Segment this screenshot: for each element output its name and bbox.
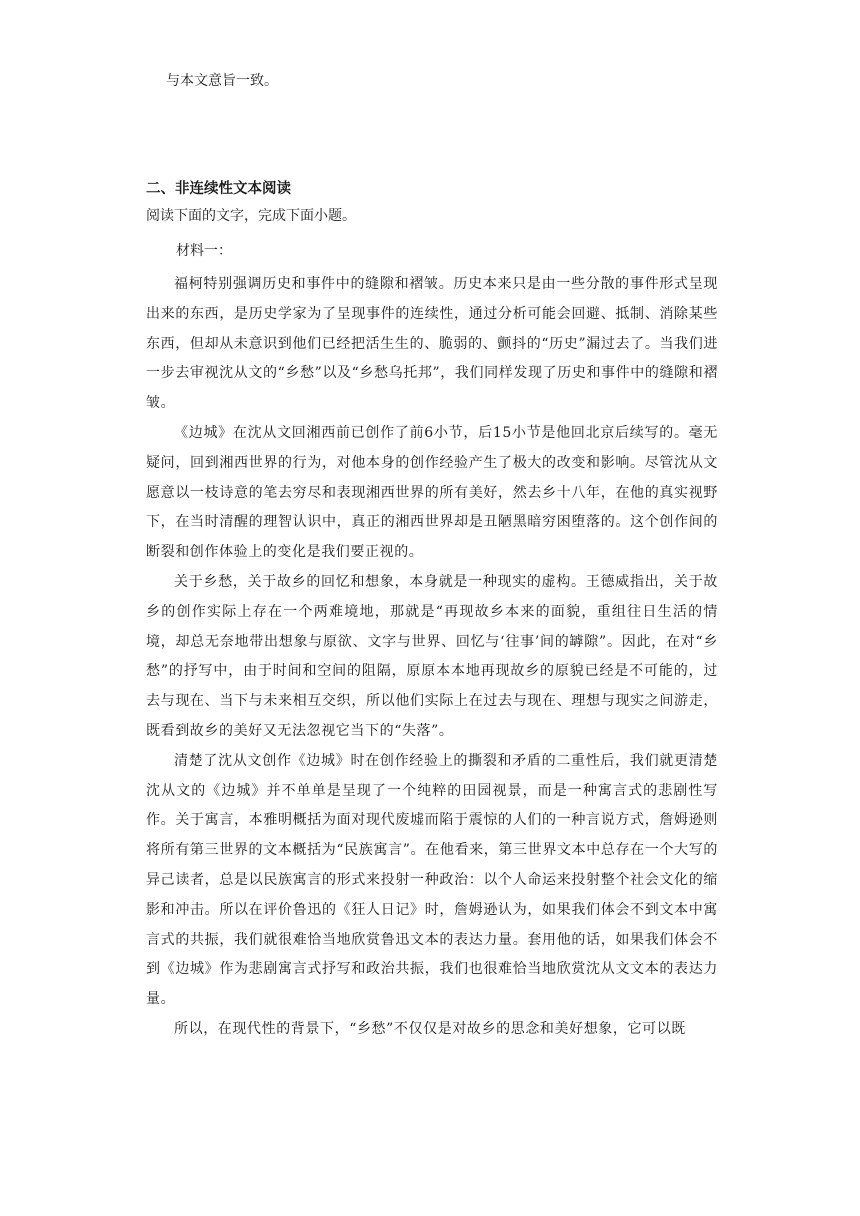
previous-question-continuation: 与本文意旨一致。 — [166, 73, 278, 89]
paragraph-1: 福柯特别强调历史和事件中的缝隙和褶皱。历史本来只是由一些分散的事件形式呈现出来的东西，是历史学家为了呈现事件的连续性，通过分析可能会回避、抵制、消除某些东西，但却从未意识到他们已经把活生生的、脆弱的、颤抖的“历史”漏过去了。当我们进一步去审视沈从文的“乡愁”以及“乡愁乌托邦”，我们同样发现了历史和事件中的缝隙和褶皱。 — [146, 276, 718, 412]
reading-instruction: 阅读下面的文字，完成下面小题。 — [146, 208, 356, 224]
section-title: 二、非连续性文本阅读 — [146, 181, 291, 197]
paragraph-2: 《边城》在沈从文回湘西前已创作了前6小节，后15小节是他回北京后续写的。毫无疑问，回到湘西世界的行为，对他本身的创作经验产生了极大的改变和影响。尽管沈从文愿意以一枝诗意的笔去穷尽和表现湘西世界的所有美好，然去乡十八年，在他的真实视野下，在当时清醒的理智认识中，真正的湘西世界却是丑陋黑暗穷困堕落的。这个创作间的断裂和创作体验上的变化是我们要正视的。 — [146, 424, 718, 561]
article-body — [146, 270, 718, 1045]
paragraph-4: 清楚了沈从文创作《边城》时在创作经验上的撕裂和矛盾的二重性后，我们就更清楚沈从文的《边城》并不单单是呈现了一个纯粹的田园视景，而是一种寓言式的悲剧性写作。关于寓言，本雅明概括为面对现代废墟而陷于震惊的人们的一种言说方式，詹姆逊则将所有第三世界的文本概括为“民族寓言”。在他看来，第三世界文本中总存在一个大写的异己读者，总是以民族寓言的形式来投射一种政治：以个人命运来投射整个社会文化的缩影和冲击。所以在评价鲁迅的《狂人日记》时，詹姆逊认为，如果我们体会不到文本中寓言式的共振，我们就很难恰当地欣赏鲁迅文本的表达力量。套用他的话，如果我们体会不到《边城》作为悲剧寓言式抒写和政治共振，我们也很难恰当地欣赏沈从文文本的表达力量。 — [146, 752, 718, 1008]
paragraph-5: 所以，在现代性的背景下，“乡愁”不仅仅是对故乡的思念和美好想象，它可以既 — [174, 1020, 686, 1037]
material-label: 材料一： — [176, 243, 232, 259]
paragraph-3: 关于乡愁，关于故乡的回忆和想象，本身就是一种现实的虚构。王德威指出，关于故乡的创作实际上存在一个两难境地，那就是“再现故乡本来的面貌，重组往日生活的情境，却总无奈地带出想象与原欲、文字与世界、回忆与‘往事’间的罅隙”。因此，在对“乡愁”的抒写中，由于时间和空间的阻隔，原原本本地再现故乡的原貌已经是不可能的，过去与现在、当下与未来相互交织，所以他们实际上在过去与现在、理想与现实之间游走，既看到故乡的美好又无法忽视它当下的“失落”。 — [146, 573, 718, 739]
